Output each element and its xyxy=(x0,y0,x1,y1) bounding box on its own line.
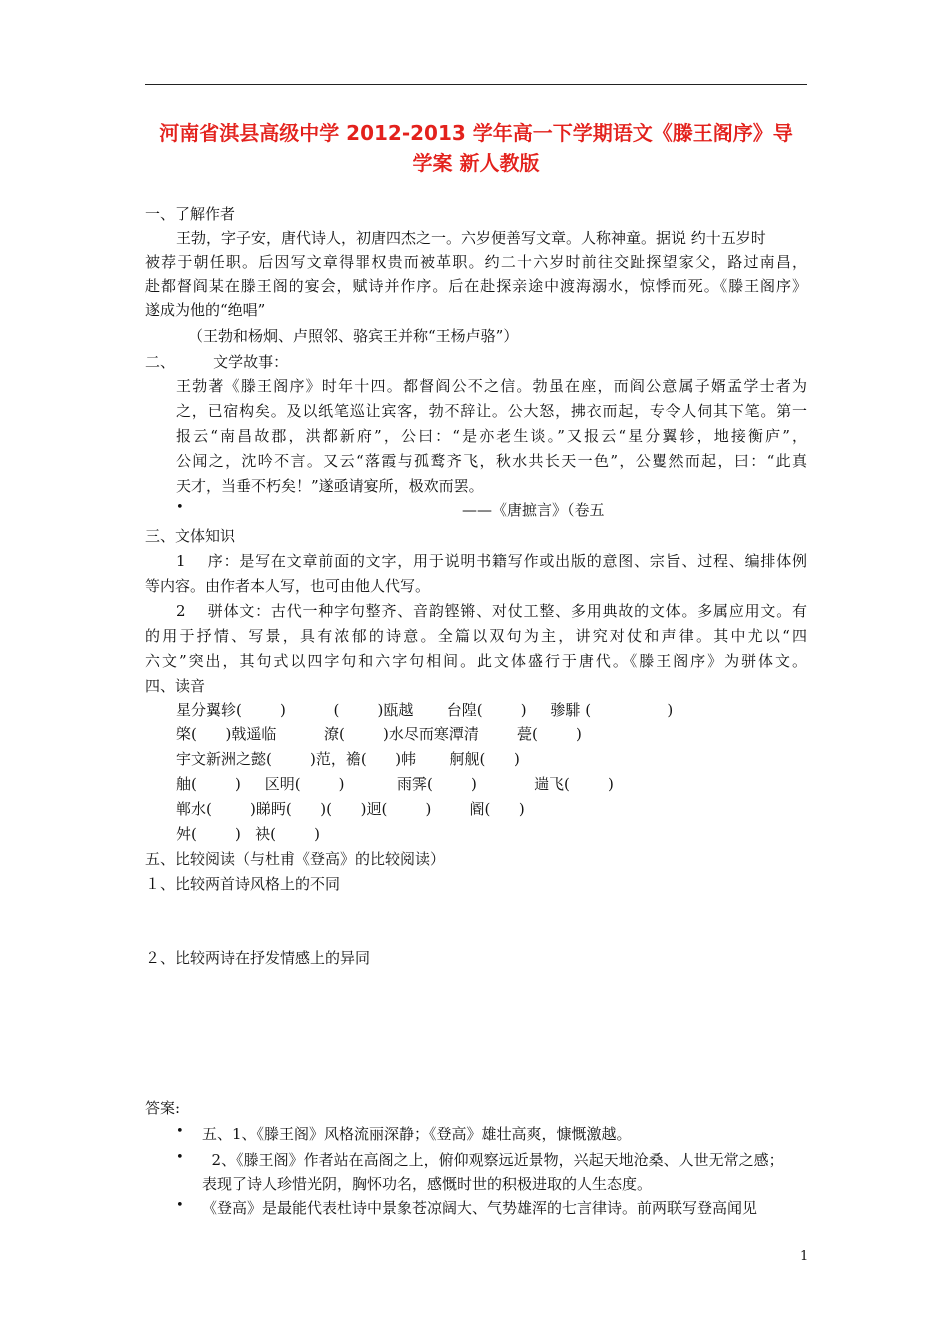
answers-label: 答案: xyxy=(145,1099,181,1117)
s1-paragraph-line: 王勃，字子安，唐代诗人，初唐四杰之一。六岁便善写文章。人称神童。据说 约十五岁时 xyxy=(176,229,766,247)
answer-line: 表现了诗人珍惜光阴，胸怀功名，感慨时世的积极进取的人生态度。 xyxy=(202,1175,653,1193)
section-1-heading: 一、了解作者 xyxy=(145,205,236,223)
s2-paragraph-line: 公闻之，沈吟不言。又云“落霞与孤鹜齐飞，秋水共长天一色”，公矍然而起，曰：“此真 xyxy=(176,452,807,470)
title-line-2: 学案 新人教版 xyxy=(412,151,540,175)
title-line-1: 河南省淇县高级中学 2012-2013 学年高一下学期语文《滕王阁序》导 xyxy=(159,121,793,145)
bullet-marker: • xyxy=(176,1150,184,1165)
s2-paragraph-line: 报云“南昌故郡，洪都新府”，公曰：“是亦老生谈。”又报云“星分翼轸，地接衡庐”， xyxy=(176,427,807,445)
pronunciation-row: 棨( )戟遥临 潦( )水尽而寒潭清 甍( ) xyxy=(176,725,582,743)
pronunciation-row: 舳( ) 区明( ) 雨霁( ) 遄飞( ) xyxy=(176,775,614,793)
s1-paragraph-line: 遂成为他的“绝唱” xyxy=(145,301,266,319)
page-number: 1 xyxy=(800,1249,809,1264)
s1-paragraph-line: 赴都督阎某在滕王阁的宴会，赋诗并作序。后在赴探亲途中渡海溺水，惊悸而死。《滕王阁序》 xyxy=(145,277,807,295)
question-1: １、比较两首诗风格上的不同 xyxy=(145,875,341,893)
section-3-heading: 三、文体知识 xyxy=(145,527,236,545)
answer-line: 五、1、《滕王阁》风格流丽深静；《登高》雄壮高爽，慷慨激越。 xyxy=(202,1125,632,1143)
s2-paragraph-line: 王勃著《滕王阁序》时年十四。都督阎公不之信。勃虽在座，而阎公意属子婿孟学士者为 xyxy=(176,377,807,395)
s1-paragraph-line: 被荐于朝任职。后因写文章得罪权贵而被革职。约二十六岁时前往交趾探望家父，路过南昌， xyxy=(145,253,807,271)
s3-item-2-line: 六文”突出，其句式以四字句和六字句相间。此文体盛行于唐代。《滕王阁序》为骈体文。 xyxy=(145,652,807,670)
s3-item-2-line: 2 骈体文：古代一种字句整齐、音韵铿锵、对仗工整、多用典故的文体。多属应用文。有 xyxy=(176,602,807,620)
answer-line: 《登高》是最能代表杜诗中景象苍凉阔大、气势雄浑的七言律诗。前两联写登高闻见 xyxy=(202,1199,758,1217)
pronunciation-row: 郸水( )睇眄( )( )迥( ) 阍( ) xyxy=(176,800,525,818)
section-4-heading: 四、读音 xyxy=(145,677,206,695)
s3-item-1-line: 等内容。由作者本人写，也可由他人代写。 xyxy=(145,577,431,595)
pronunciation-row: 宇文新洲之懿( )范，襜( )帏 舸舰( ) xyxy=(176,750,520,768)
s2-paragraph-line: 天才，当垂不朽矣！”遂亟请宴所，极欢而罢。 xyxy=(176,477,484,495)
section-5-heading: 五、比较阅读（与杜甫《登高》的比较阅读） xyxy=(145,850,446,868)
s1-note: （王勃和杨炯、卢照邻、骆宾王并称“王杨卢骆”） xyxy=(188,327,519,345)
bullet-marker: • xyxy=(176,500,184,515)
question-2: ２、比较两诗在抒发情感上的异同 xyxy=(145,949,371,967)
s2-source: ——《唐摭言》（卷五 xyxy=(462,501,605,519)
s3-item-1-line: 1 序：是写在文章前面的文字，用于说明书籍写作或出版的意图、宗旨、过程、编排体例 xyxy=(176,552,807,570)
s3-item-2-line: 的用于抒情、写景，具有浓郁的诗意。全篇以双句为主，讲究对仗和声律。其中尤以“四 xyxy=(145,627,807,645)
section-2-heading: 二、 文学故事： xyxy=(145,353,289,371)
document-title xyxy=(145,118,807,178)
header-rule xyxy=(145,84,807,85)
s2-paragraph-line: 之，已宿构矣。及以纸笔巡让宾客，勃不辞让。公大怒，拂衣而起，专令人伺其下笔。第一 xyxy=(176,402,807,420)
bullet-marker: • xyxy=(176,1198,184,1213)
answer-line: 2、《滕王阁》作者站在高阁之上，俯仰观察远近景物，兴起天地沧桑、人世无常之感； xyxy=(202,1151,784,1169)
pronunciation-row: 舛( ) 袂( ) xyxy=(176,825,321,843)
bullet-marker: • xyxy=(176,1124,184,1139)
pronunciation-row: 星分翼轸( ) ( )瓯越 台隍( ) 骖騑 ( ) xyxy=(176,701,674,719)
